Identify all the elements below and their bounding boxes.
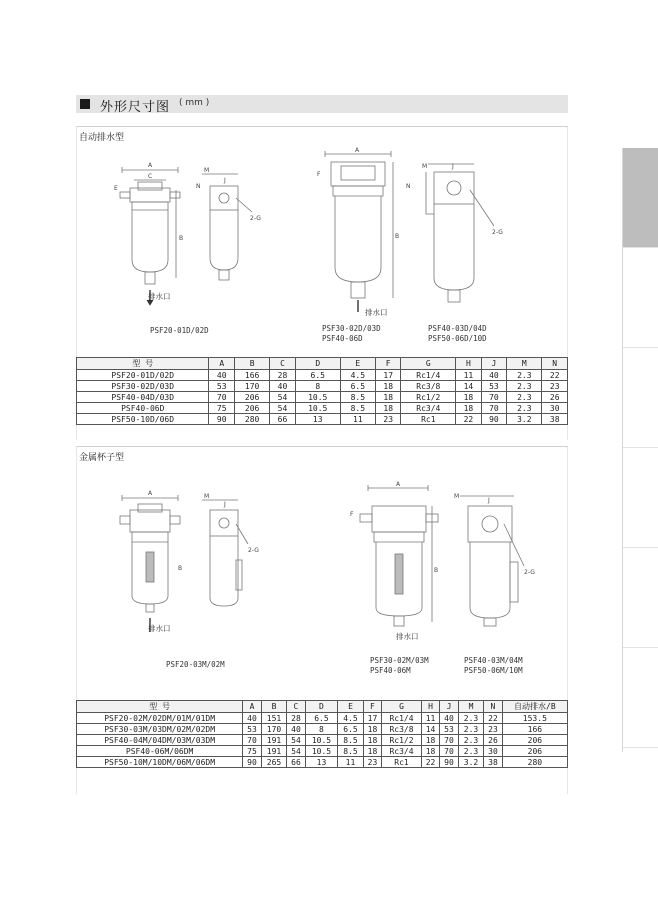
dim-j-label: J [224,501,226,508]
table-row [77,392,568,403]
col-a: A [209,358,235,370]
page-title: 外形尺寸图 [100,100,171,115]
table-cell: 53 [440,724,458,735]
table-cell-model: PSF40-06D [77,403,209,414]
table-cell: Rc1/4 [401,370,456,381]
col-e: E [340,358,375,370]
table-cell: 18 [363,724,381,735]
filter-front-icon [348,482,438,632]
drain-label-2: 排水口 [365,308,388,317]
side-tab-2[interactable] [623,248,658,348]
table-cell: 191 [261,746,287,757]
table-cell: 206 [502,735,567,746]
dim-a-label: A [148,490,153,497]
dim-f-label: F [350,511,354,518]
table-cell: 22 [421,757,439,768]
table-cell: 53 [481,381,507,392]
drawing-psf30m-front [348,482,438,636]
dim-a-label: A [148,162,153,169]
table-cell: 6.5 [305,713,338,724]
table-cell: 206 [235,392,270,403]
col-g: G [401,358,456,370]
table-row [77,370,568,381]
dim-c-label: C [148,173,153,180]
col-n: N [484,701,502,713]
table-cell: 70 [440,735,458,746]
table-cell-model: PSF50-10D/06D [77,414,209,425]
table-cell: 280 [502,757,567,768]
table-cell: 2.3 [458,713,484,724]
table-cell: 90 [481,414,507,425]
heading-bullet [80,99,90,109]
table-cell: 2.3 [458,746,484,757]
filter-side-icon [196,168,266,288]
dim-j-label: J [224,177,226,184]
table-cell: 30 [542,403,568,414]
dim-2g-label: 2-G [524,569,535,576]
drain-label-4: 排水口 [396,632,419,641]
side-tab-1[interactable] [623,148,658,248]
table-cell: 18 [363,746,381,757]
filter-side-icon [444,490,544,630]
table-cell: 40 [481,370,507,381]
dim-2g-label: 2-G [492,229,503,236]
table-cell: 170 [261,724,287,735]
table-cell: 2.3 [507,370,542,381]
caption-psf20: PSF20-01D/02D [150,326,209,335]
table-cell: Rc3/4 [401,403,456,414]
dim-2g-label: 2-G [248,547,259,554]
table-cell: 18 [363,735,381,746]
col-c: C [287,701,305,713]
table-cell: 2.3 [458,724,484,735]
filter-front-icon [112,488,192,638]
table-cell: 2.3 [507,392,542,403]
table-body [77,713,568,768]
table-cell: 70 [209,392,235,403]
col-f: F [363,701,381,713]
dim-b-label: B [434,567,439,574]
auto-drain-spec-table [76,357,568,425]
table-row [77,713,568,724]
dim-b-label: B [395,233,400,240]
table-cell: 53 [243,724,261,735]
table-cell: Rc1 [401,414,456,425]
filter-front-icon [315,148,405,318]
table-cell: 6.5 [338,724,364,735]
table-cell: 8 [295,381,340,392]
table-header-row [77,701,568,713]
table-cell: 18 [375,381,401,392]
table-cell: 54 [287,735,305,746]
table-cell: 14 [456,381,482,392]
drawing-psf20m-front [112,488,192,642]
col-h: H [456,358,482,370]
table-cell: 23 [542,381,568,392]
table-cell: 18 [375,392,401,403]
table-cell: Rc1 [382,757,422,768]
table-cell: 22 [542,370,568,381]
table-cell: 75 [209,403,235,414]
table-cell: 4.5 [340,370,375,381]
caption-psf40m: PSF40-03M/04M PSF50-06M/10M [464,656,523,675]
table-cell: 13 [305,757,338,768]
table-cell-model: PSF20-02M/02DM/01M/01DM [77,713,243,724]
dim-m-label: M [204,493,210,500]
col-e: E [338,701,364,713]
table-cell: 11 [421,713,439,724]
table-cell: 4.5 [338,713,364,724]
dim-n-label: N [196,183,201,190]
table-cell: 23 [375,414,401,425]
table-row [77,746,568,757]
table-cell-model: PSF40-04M/04DM/03M/03DM [77,735,243,746]
col-m: M [458,701,484,713]
caption-psf30: PSF30-02D/03D PSF40-06D [322,324,381,343]
table-cell: 10.5 [305,735,338,746]
table-cell-model: PSF30-02D/03D [77,381,209,392]
drawing-psf20-front [112,160,192,314]
caption-psf30m: PSF30-02M/03M PSF40-06M [370,656,429,675]
dim-a-label: A [396,481,401,488]
table-body [77,370,568,425]
side-tab-strip [622,148,658,752]
dim-j-label: J [452,163,454,170]
table-cell: 17 [375,370,401,381]
table-cell: 8.5 [340,403,375,414]
table-cell: 17 [363,713,381,724]
filter-front-icon [112,160,192,310]
table-cell: 54 [287,746,305,757]
table-row [77,381,568,392]
table-cell: 265 [261,757,287,768]
table-row [77,414,568,425]
filter-side-icon [404,158,514,308]
table-cell: 70 [440,746,458,757]
table-cell: 54 [270,403,296,414]
table-cell: 206 [235,403,270,414]
col-b: B [235,358,270,370]
drain-label-3: 排水口 [148,624,171,633]
side-tab-6[interactable] [623,648,658,748]
dim-f-label: F [317,171,321,178]
table-cell: Rc3/8 [401,381,456,392]
table-cell: 10.5 [295,403,340,414]
table-cell: 30 [484,746,502,757]
table-cell: 23 [363,757,381,768]
col-j: J [481,358,507,370]
table-cell: 54 [270,392,296,403]
table-row [77,757,568,768]
section-heading [76,95,568,113]
dim-n-label: N [406,183,411,190]
table-cell: 206 [502,746,567,757]
table-cell: 66 [270,414,296,425]
table-cell: 166 [235,370,270,381]
dim-m-label: M [204,167,210,174]
table-cell: 11 [456,370,482,381]
table-cell: 53 [209,381,235,392]
col-f: F [375,358,401,370]
table-cell: 38 [484,757,502,768]
col-model: 型 号 [77,358,209,370]
table-cell: 90 [209,414,235,425]
table-cell: 40 [270,381,296,392]
table-cell: 40 [440,713,458,724]
table-cell: 3.2 [507,414,542,425]
drawing-psf40m-side [444,490,544,634]
table-cell: Rc1/4 [382,713,422,724]
table-cell: 40 [243,713,261,724]
table-cell: 18 [456,403,482,414]
table-cell: 70 [481,403,507,414]
table-cell: 10.5 [305,746,338,757]
col-g: G [382,701,422,713]
table-cell: 8.5 [338,746,364,757]
table-cell: 8 [305,724,338,735]
table-cell: Rc3/4 [382,746,422,757]
col-auto-drain-b: 自动排水/B [502,701,567,713]
dim-b-label: B [178,565,183,572]
table-cell: 18 [421,735,439,746]
table-cell: 90 [243,757,261,768]
metal-bowl-spec-table [76,700,568,768]
table-cell: 23 [484,724,502,735]
table-cell: 8.5 [340,392,375,403]
table-cell: 153.5 [502,713,567,724]
table-cell: 22 [484,713,502,724]
table-cell-model: PSF40-06M/06DM [77,746,243,757]
table-row [77,403,568,414]
table-cell-model: PSF20-01D/02D [77,370,209,381]
col-model: 型 号 [77,701,243,713]
table-cell: 170 [235,381,270,392]
drawing-psf30-front [315,148,405,322]
table-cell-model: PSF50-10M/10DM/06M/06DM [77,757,243,768]
table-cell: 166 [502,724,567,735]
table-cell: 3.2 [458,757,484,768]
table-header-row [77,358,568,370]
table-cell: 70 [243,735,261,746]
col-d: D [295,358,340,370]
table-cell: 18 [456,392,482,403]
table-cell: 280 [235,414,270,425]
table-cell: 11 [338,757,364,768]
table-cell: 18 [421,746,439,757]
table-cell: 6.5 [340,381,375,392]
table-cell: 40 [287,724,305,735]
dim-2g-label: 2-G [250,215,261,222]
table-cell: Rc3/8 [382,724,422,735]
table-cell: 2.3 [507,381,542,392]
table-row [77,724,568,735]
table-cell: Rc1/2 [401,392,456,403]
drawing-psf20m-side [196,494,266,618]
table-cell: 26 [542,392,568,403]
table-cell: 151 [261,713,287,724]
table-cell: 8.5 [338,735,364,746]
table-cell: 11 [340,414,375,425]
table-cell: 66 [287,757,305,768]
table-cell: 191 [261,735,287,746]
table-cell: 26 [484,735,502,746]
section-label: 自动排水型 [79,133,125,143]
drawing-psf40-side [404,158,514,312]
table-cell: 6.5 [295,370,340,381]
side-tab-3[interactable] [623,348,658,448]
table-cell: 14 [421,724,439,735]
col-j: J [440,701,458,713]
table-cell: 28 [270,370,296,381]
col-d: D [305,701,338,713]
table-cell-model: PSF40-04D/03D [77,392,209,403]
table-cell: 90 [440,757,458,768]
col-m: M [507,358,542,370]
table-cell: 70 [481,392,507,403]
side-tab-4[interactable] [623,448,658,548]
side-tab-5[interactable] [623,548,658,648]
dim-b-label: B [179,235,184,242]
table-cell: 22 [456,414,482,425]
dim-m-label: M [454,493,460,500]
col-a: A [243,701,261,713]
table-cell-model: PSF30-03M/03DM/02M/02DM [77,724,243,735]
col-b: B [261,701,287,713]
col-c: C [270,358,296,370]
col-n: N [542,358,568,370]
caption-psf20m: PSF20-03M/02M [166,660,225,669]
drain-label-1: 排水口 [148,292,171,301]
section-label: 金属杯子型 [79,453,125,463]
dim-m-label: M [422,163,428,170]
filter-side-icon [196,494,266,614]
table-cell: 38 [542,414,568,425]
unit-label: ( mm ) [179,98,210,108]
table-cell: 40 [209,370,235,381]
table-cell: 18 [375,403,401,414]
table-cell: 75 [243,746,261,757]
table-cell: 10.5 [295,392,340,403]
table-cell: Rc1/2 [382,735,422,746]
caption-psf40: PSF40-03D/04D PSF50-06D/10D [428,324,487,343]
table-cell: 2.3 [458,735,484,746]
drawing-psf20-side [196,168,266,292]
dim-j-label: J [488,497,490,504]
dim-a-label: A [355,147,360,154]
table-row [77,735,568,746]
table-cell: 28 [287,713,305,724]
table-cell: 2.3 [507,403,542,414]
table-cell: 13 [295,414,340,425]
col-h: H [421,701,439,713]
dim-e-label: E [114,185,118,192]
